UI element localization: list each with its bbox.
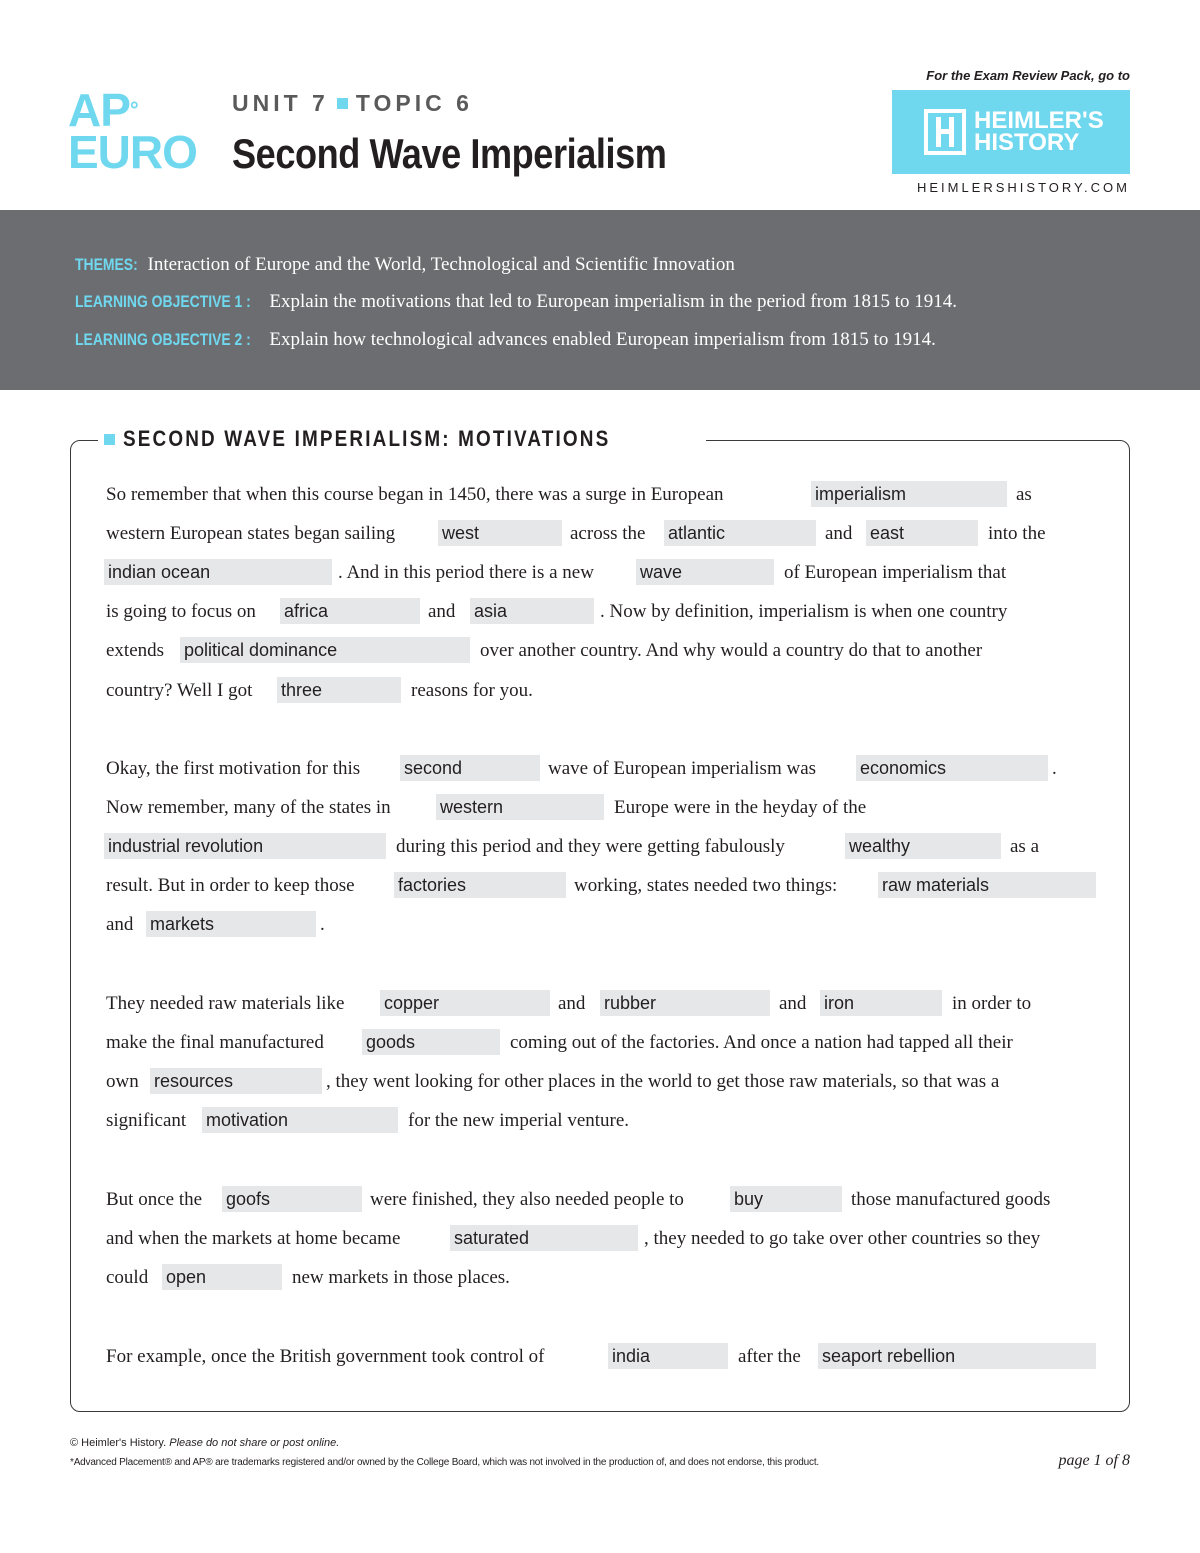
answer-blank[interactable]: western xyxy=(436,794,604,820)
answer-blank[interactable]: atlantic xyxy=(664,520,816,546)
lo1-text: Explain the motivations that led to European imperialism in the period from 1815 to 1914. xyxy=(269,291,957,312)
answer-blank[interactable]: africa xyxy=(280,598,420,624)
text-line: during this period and they were getting fabulously xyxy=(396,836,785,857)
answer-blank[interactable]: goods xyxy=(362,1029,500,1055)
lo1-label: LEARNING OBJECTIVE 1 : xyxy=(75,292,251,311)
objectives-banner xyxy=(0,210,1200,390)
square-bullet-icon xyxy=(337,98,348,109)
answer-blank[interactable]: west xyxy=(438,520,562,546)
text-line: over another country. And why would a country do that to another xyxy=(480,640,983,661)
square-bullet-icon xyxy=(104,434,115,445)
text-line: extends xyxy=(106,640,165,661)
answer-blank[interactable]: rubber xyxy=(600,990,770,1016)
text-line: wave of European imperialism was xyxy=(548,758,817,779)
answer-blank[interactable]: copper xyxy=(380,990,550,1016)
answer-blank[interactable]: factories xyxy=(394,872,566,898)
text-line: working, states needed two things: xyxy=(574,875,838,896)
answer-blank[interactable]: east xyxy=(866,520,978,546)
unit-label: UNIT 7 xyxy=(232,90,329,116)
text-line: Now remember, many of the states in xyxy=(106,797,391,818)
text-line: But once the xyxy=(106,1189,203,1210)
answer-blank[interactable]: open xyxy=(162,1264,282,1290)
copyright-notice: © Heimler's History. Please do not share or post online. xyxy=(70,1437,340,1449)
text-line: . xyxy=(320,914,325,935)
brand-logo[interactable] xyxy=(892,90,1130,174)
text-line: western European states began sailing xyxy=(106,523,396,544)
answer-blank[interactable]: seaport rebellion xyxy=(818,1343,1096,1369)
text-line: They needed raw materials like xyxy=(106,993,345,1014)
text-line: as xyxy=(1016,484,1032,505)
answer-blank[interactable]: india xyxy=(608,1343,728,1369)
text-line: country? Well I got xyxy=(106,680,253,701)
answer-blank[interactable]: iron xyxy=(820,990,942,1016)
learning-objective-2-row xyxy=(75,329,936,351)
themes-label: THEMES: xyxy=(75,255,138,274)
text-line: So remember that when this course began in 1450, there was a surge in European xyxy=(106,484,724,505)
trademark-notice: *Advanced Placement® and AP® are trademarks registered and/or owned by the College Board, which was not involved in the production of, and does not endorse, this product. xyxy=(70,1457,819,1468)
text-line: into the xyxy=(988,523,1046,544)
text-line: coming out of the factories. And once a nation had tapped all their xyxy=(510,1032,1013,1053)
text-line: , they needed to go take over other countries so they xyxy=(644,1228,1041,1249)
answer-blank[interactable]: markets xyxy=(146,911,316,937)
lo2-label: LEARNING OBJECTIVE 2 : xyxy=(75,330,251,349)
topic-label: TOPIC 6 xyxy=(355,90,473,116)
answer-blank[interactable]: three xyxy=(277,677,401,703)
text-line: and xyxy=(558,993,586,1014)
review-pack-note: For the Exam Review Pack, go to xyxy=(926,68,1130,83)
unit-topic-label xyxy=(232,90,473,117)
text-line: and xyxy=(428,601,456,622)
text-line: Okay, the first motivation for this xyxy=(106,758,361,779)
text-line: make the final manufactured xyxy=(106,1032,324,1053)
answer-blank[interactable]: buy xyxy=(730,1186,842,1212)
text-line: for the new imperial venture. xyxy=(408,1110,630,1131)
section-heading: SECOND WAVE IMPERIALISM: MOTIVATIONS xyxy=(98,426,706,452)
text-line: across the xyxy=(570,523,646,544)
text-line: For example, once the British government took control of xyxy=(106,1346,545,1367)
answer-blank[interactable]: raw materials xyxy=(878,872,1096,898)
text-line: own xyxy=(106,1071,139,1092)
answer-blank[interactable]: resources xyxy=(150,1068,322,1094)
heimler-h-icon xyxy=(924,109,966,155)
learning-objective-1-row xyxy=(75,291,957,313)
text-line: in order to xyxy=(952,993,1032,1014)
answer-blank[interactable]: saturated xyxy=(450,1225,638,1251)
text-line: and when the markets at home became xyxy=(106,1228,401,1249)
text-line: as a xyxy=(1010,836,1040,857)
text-line: Europe were in the heyday of the xyxy=(614,797,867,818)
answer-blank[interactable]: imperialism xyxy=(811,481,1007,507)
text-line: and xyxy=(106,914,134,935)
text-line: new markets in those places. xyxy=(292,1267,510,1288)
text-line: reasons for you. xyxy=(411,680,533,701)
brand-name: HEIMLER'S HISTORY xyxy=(974,107,1104,156)
answer-blank[interactable]: economics xyxy=(856,755,1048,781)
answer-blank[interactable]: industrial revolution xyxy=(104,833,386,859)
answer-blank[interactable]: second xyxy=(400,755,540,781)
themes-row xyxy=(75,254,735,276)
answer-blank[interactable]: wealthy xyxy=(845,833,1001,859)
answer-blank[interactable]: wave xyxy=(636,559,774,585)
answer-blank[interactable]: asia xyxy=(470,598,594,624)
text-line: result. But in order to keep those xyxy=(106,875,355,896)
answer-blank[interactable]: indian ocean xyxy=(104,559,332,585)
text-line: . Now by definition, imperialism is when one country xyxy=(600,601,1008,622)
text-line: , they went looking for other places in the world to get those raw materials, so that was a xyxy=(326,1071,1000,1092)
lo2-text: Explain how technological advances enabled European imperialism from 1815 to 1914. xyxy=(269,329,936,350)
brand-url-link[interactable]: HEIMLERSHISTORY.COM xyxy=(916,180,1130,195)
themes-text: Interaction of Europe and the World, Technological and Scientific Innovation xyxy=(147,254,735,275)
answer-blank[interactable]: political dominance xyxy=(180,637,470,663)
text-line: could xyxy=(106,1267,149,1288)
text-line: . xyxy=(1052,758,1057,779)
text-line: were finished, they also needed people to xyxy=(370,1189,684,1210)
text-line: and xyxy=(779,993,807,1014)
page-number: page 1 of 8 xyxy=(1058,1452,1130,1469)
text-line: after the xyxy=(738,1346,801,1367)
answer-blank[interactable]: motivation xyxy=(202,1107,398,1133)
answer-blank[interactable]: goofs xyxy=(222,1186,362,1212)
text-line: and xyxy=(825,523,853,544)
text-line: those manufactured goods xyxy=(851,1189,1051,1210)
text-line: of European imperialism that xyxy=(784,562,1007,583)
text-line: significant xyxy=(106,1110,187,1131)
page-title: Second Wave Imperialism xyxy=(232,130,667,177)
text-line: . And in this period there is a new xyxy=(338,562,594,583)
euro-logo: EURO xyxy=(68,126,197,178)
text-line: is going to focus on xyxy=(106,601,256,622)
ap-logo: AP° xyxy=(68,84,138,136)
